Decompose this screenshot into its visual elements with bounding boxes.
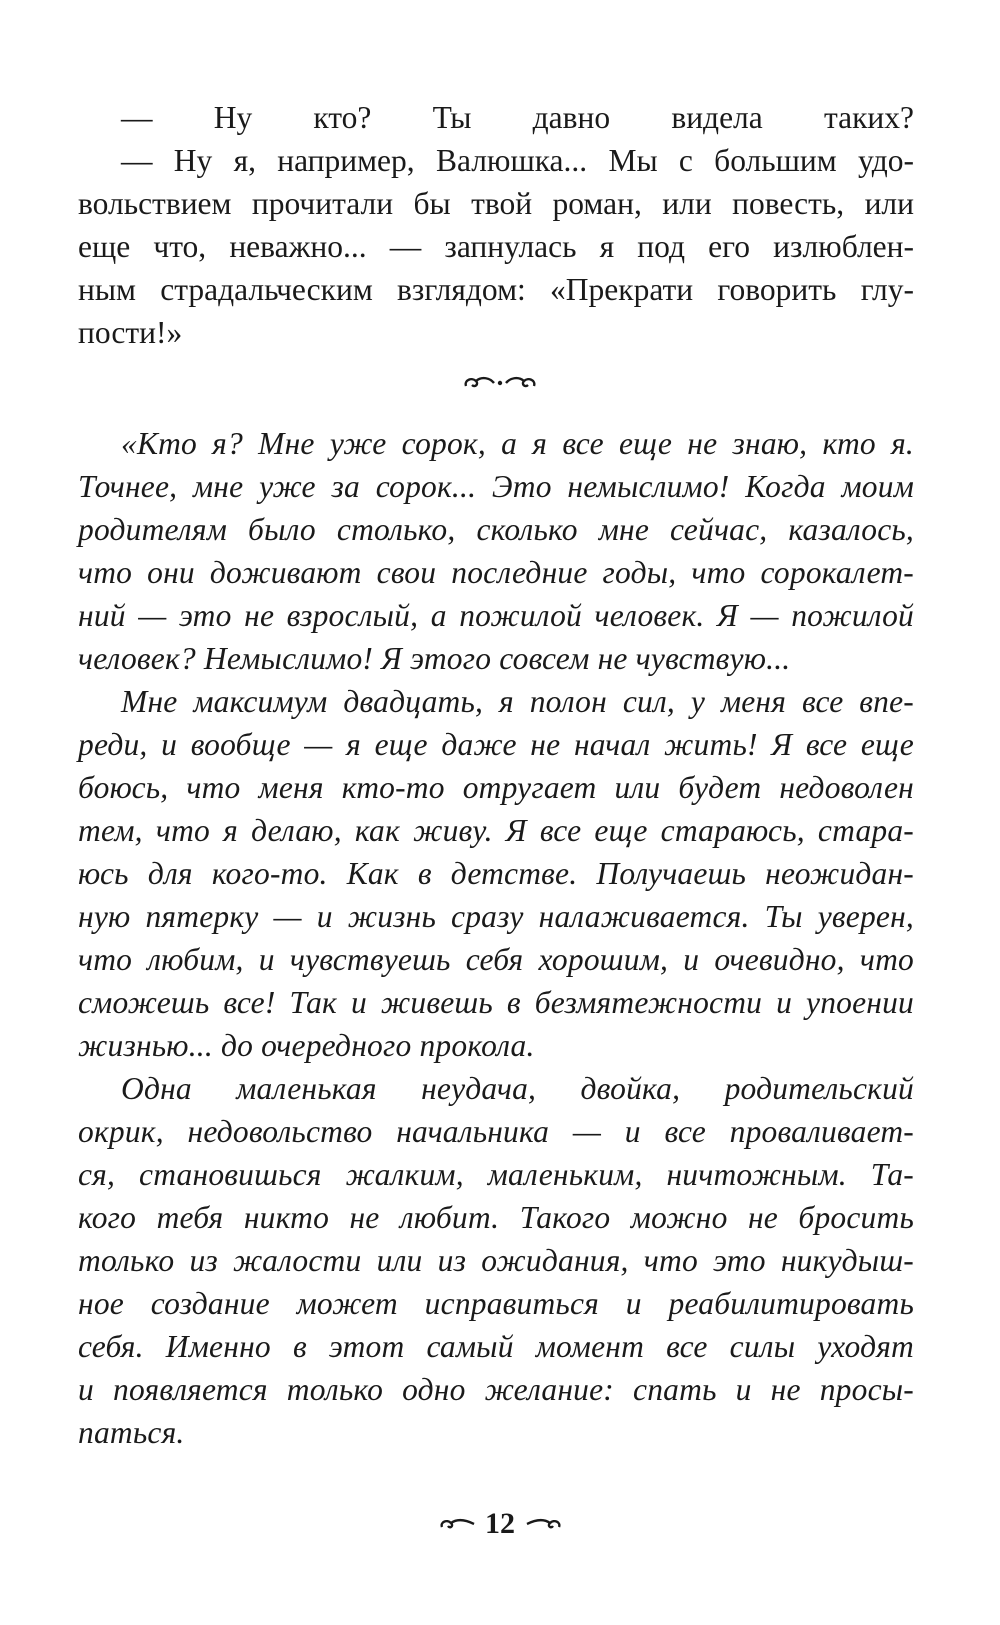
text-line: — Ну кто? Ты давно видела таких? xyxy=(121,100,914,135)
diary-block xyxy=(78,422,914,1454)
flourish-right-icon xyxy=(523,1507,563,1541)
text-line: что любим, и чувствуешь себя хорошим, и очевидно, что xyxy=(78,942,914,977)
text-line: кого тебя никто не любит. Такого можно не бросить xyxy=(78,1200,914,1235)
text-line: ное создание может исправиться и реабилитировать xyxy=(78,1286,914,1321)
text-line: юсь для кого-то. Как в детстве. Получаешь неожидан- xyxy=(78,856,914,891)
text-line: Мне максимум двадцать, я полон сил, у меня все впе- xyxy=(121,684,914,719)
text-line: человек? Немыслимо! Я этого совсем не чувствую... xyxy=(78,641,791,676)
text-line: еще что, неважно... — запнулась я под его излюблен- xyxy=(78,229,914,264)
text-line: Точнее, мне уже за сорок... Это немыслимо! Когда моим xyxy=(78,469,914,504)
text-line: и появляется только одно желание: спать и не просы- xyxy=(78,1372,914,1407)
dialogue-block xyxy=(78,96,914,354)
page-footer xyxy=(0,1505,1000,1541)
text-line: ным страдальческим взглядом: «Прекрати говорить глу- xyxy=(78,272,914,307)
text-line: — Ну я, например, Валюшка... Мы с большим удо- xyxy=(121,143,914,178)
text-line: вольствием прочитали бы твой роман, или повесть, или xyxy=(78,186,914,221)
text-line: родителям было столько, сколько мне сейчас, казалось, xyxy=(78,512,914,547)
text-line: боюсь, что меня кто-то отругает или будет недоволен xyxy=(78,770,914,805)
text-line: ную пятерку — и жизнь сразу налаживается. Ты уверен, xyxy=(78,899,914,934)
text-line: паться. xyxy=(78,1415,185,1450)
text-line: что они доживают свои последние годы, что сорокалет- xyxy=(78,555,914,590)
text-line: жизнью... до очередного прокола. xyxy=(78,1028,535,1063)
text-line: только из жалости или из ожидания, что это никудыш- xyxy=(78,1243,914,1278)
text-line: Одна маленькая неудача, двойка, родительский xyxy=(121,1071,914,1106)
text-line: пости!» xyxy=(78,315,183,350)
flourish-left-icon xyxy=(438,1507,478,1541)
text-line: тем, что я делаю, как живу. Я все еще стараюсь, стара- xyxy=(78,813,914,848)
section-divider xyxy=(0,371,1000,398)
text-line: ся, становишься жалким, маленьким, ничтожным. Та- xyxy=(78,1157,914,1192)
text-line: себя. Именно в этот самый момент все силы уходят xyxy=(78,1329,914,1364)
text-line: сможешь все! Так и живешь в безмятежности и упоении xyxy=(78,985,914,1020)
page-number: 12 xyxy=(485,1507,515,1541)
text-line: ний — это не взрослый, а пожилой человек. Я — пожилой xyxy=(78,598,914,633)
text-line: окрик, недовольство начальника — и все проваливает- xyxy=(78,1114,914,1149)
text-line: «Кто я? Мне уже сорок, а я все еще не знаю, кто я. xyxy=(121,426,914,461)
fleuron-divider-icon xyxy=(460,371,540,393)
text-line: реди, и вообще — я еще даже не начал жить! Я все еще xyxy=(78,727,914,762)
